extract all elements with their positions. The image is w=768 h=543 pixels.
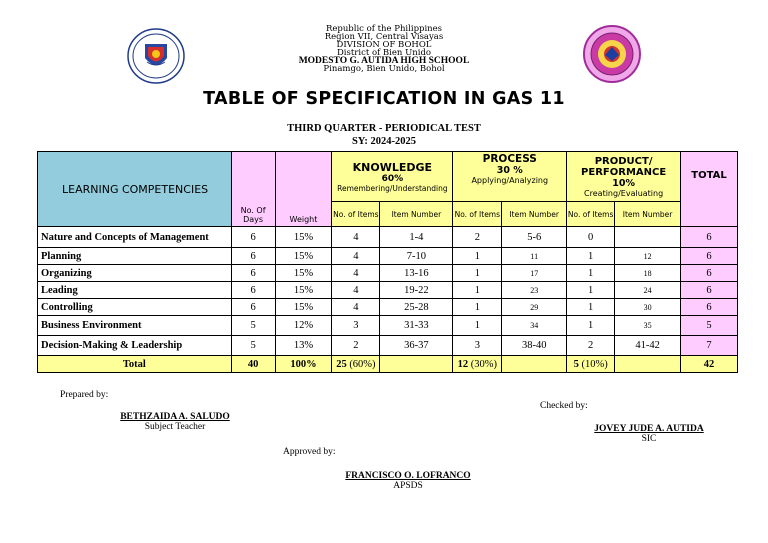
p-number-cell: 38-40 [502,336,567,356]
pr-number-cell: 35 [615,316,681,336]
prepared-label: Prepared by: [60,390,109,400]
row-total-cell: 6 [681,265,738,282]
total-label: Total [38,356,232,373]
p-item-number-header: Item Number [502,202,567,227]
k-number-cell: 7-10 [380,248,453,265]
days-cell: 5 [231,316,275,336]
page-title: TABLE OF SPECIFICATION IN GAS 11 [203,89,565,109]
header-line-district: District of Bien Unido [336,48,432,58]
weight-cell: 15% [275,248,332,265]
approved-block [328,471,488,491]
approved-label: Approved by: [283,447,336,457]
process-desc: Applying/Analyzing [471,176,549,185]
table-row [38,316,738,336]
table-row [38,299,738,316]
process-pct: 30 % [496,165,523,176]
pr-items-cell: 1 [567,316,615,336]
p-items-cell: 2 [453,227,502,248]
header-total: TOTAL [681,152,738,227]
total-days: 40 [231,356,275,373]
row-total-cell: 6 [681,227,738,248]
pr-items-cell: 1 [567,299,615,316]
product-desc: Creating/Evaluating [584,188,664,198]
k-number-cell: 1-4 [380,227,453,248]
pr-number-cell: 18 [615,265,681,282]
total-product-count: 5 [573,358,579,370]
pr-items-cell: 1 [567,248,615,265]
k-no-items-header: No. of Items [332,202,380,227]
total-knowledge-blank [380,356,453,373]
p-no-items-header: No. of Items [453,202,502,227]
weight-cell: 13% [275,336,332,356]
days-cell: 5 [231,336,275,356]
header-line-division: DIVISION OF BOHOL [336,40,432,50]
table-row [38,227,738,248]
p-items-cell: 3 [453,336,502,356]
competency-cell: Organizing [38,265,232,282]
total-process-count: 12 [457,358,469,370]
days-cell: 6 [231,265,275,282]
knowledge-desc: Remembering/Understanding [337,183,448,193]
p-number-cell: 11 [502,248,567,265]
grand-total: 42 [681,356,738,373]
p-number-cell: 34 [502,316,567,336]
p-number-cell: 23 [502,282,567,299]
table-row [38,265,738,282]
row-total-cell: 6 [681,282,738,299]
header-learning-competencies: LEARNING COMPETENCIES [38,152,232,227]
header-process [453,152,567,202]
k-number-cell: 36-37 [380,336,453,356]
k-items-cell: 4 [332,265,380,282]
checked-name: JOVEY JUDE A. AUTIDA [594,424,704,434]
k-items-cell: 3 [332,316,380,336]
k-item-number-header: Item Number [380,202,453,227]
p-items-cell: 1 [453,316,502,336]
prepared-role: Subject Teacher [144,422,206,432]
header-line-country: Republic of the Philippines [325,24,443,34]
competency-cell: Controlling [38,299,232,316]
weight-cell: 15% [275,227,332,248]
school-address: Pinamgo, Bien Unido, Bohol [323,64,445,74]
checked-label: Checked by: [540,401,588,411]
pr-number-cell: 41-42 [615,336,681,356]
pr-items-cell: 2 [567,336,615,356]
weight-cell: 15% [275,282,332,299]
table-row [38,336,738,356]
total-product-pct: (10%) [581,358,608,370]
pr-items-cell: 1 [567,265,615,282]
header-days: No. Of Days [231,152,275,227]
weight-cell: 15% [275,265,332,282]
knowledge-pct: 60% [381,173,404,184]
total-process-pct: (30%) [470,358,497,370]
pr-item-number-header: Item Number [615,202,681,227]
p-items-cell: 1 [453,248,502,265]
pr-items-cell: 0 [567,227,615,248]
pr-items-cell: 1 [567,282,615,299]
header-product [567,152,681,202]
k-items-cell: 4 [332,282,380,299]
competency-cell: Leading [38,282,232,299]
pr-number-cell: 30 [615,299,681,316]
total-knowledge-count: 25 [336,358,347,370]
row-total-cell: 6 [681,299,738,316]
days-cell: 6 [231,299,275,316]
header-weight: Weight [275,152,332,227]
k-items-cell: 4 [332,227,380,248]
product-pct: 10% [612,177,635,189]
p-items-cell: 1 [453,299,502,316]
prepared-block [100,412,250,432]
total-knowledge [332,356,380,373]
row-total-cell: 7 [681,336,738,356]
pr-no-items-header: No. of Items [567,202,615,227]
pr-number-cell [615,227,681,248]
school-name: MODESTO G. AUTIDA HIGH SCHOOL [298,56,470,66]
row-total-cell: 6 [681,248,738,265]
total-knowledge-pct: (60%) [349,358,376,370]
p-number-cell: 5-6 [502,227,567,248]
checked-role: SIC [641,434,657,444]
checked-block [574,424,724,444]
total-product [567,356,615,373]
process-title: PROCESS [482,153,537,165]
p-items-cell: 1 [453,265,502,282]
competency-cell: Business Environment [38,316,232,336]
approved-role: APSDS [393,481,423,491]
total-process-blank [502,356,567,373]
k-items-cell: 4 [332,299,380,316]
k-number-cell: 31-33 [380,316,453,336]
p-number-cell: 17 [502,265,567,282]
p-items-cell: 1 [453,282,502,299]
weight-cell: 15% [275,299,332,316]
quarter-subtitle: THIRD QUARTER - PERIODICAL TEST [287,123,481,134]
approved-name: FRANCISCO O. LOFRANCO [345,471,471,481]
pr-number-cell: 24 [615,282,681,299]
table-row [38,248,738,265]
k-items-cell: 4 [332,248,380,265]
product-title: PRODUCT/ PERFORMANCE [581,155,667,178]
k-number-cell: 13-16 [380,265,453,282]
total-process [453,356,502,373]
header-block [0,25,768,73]
days-cell: 6 [231,282,275,299]
table-row [38,282,738,299]
competency-cell: Decision-Making & Leadership [38,336,232,356]
days-cell: 6 [231,227,275,248]
school-year: SY: 2024-2025 [351,136,417,147]
k-number-cell: 19-22 [380,282,453,299]
knowledge-title: KNOWLEDGE [352,160,433,174]
days-cell: 6 [231,248,275,265]
specification-table [37,151,738,373]
prepared-name: BETHZAIDA A. SALUDO [120,412,230,422]
weight-cell: 12% [275,316,332,336]
header-knowledge [332,152,453,202]
pr-number-cell: 12 [615,248,681,265]
k-number-cell: 25-28 [380,299,453,316]
header-line-region: Region VII, Central Visayas [324,32,444,42]
total-weight: 100% [275,356,332,373]
total-product-blank [615,356,681,373]
k-items-cell: 2 [332,336,380,356]
row-total-cell: 5 [681,316,738,336]
p-number-cell: 29 [502,299,567,316]
competency-cell: Planning [38,248,232,265]
competency-cell: Nature and Concepts of Management [38,227,232,248]
